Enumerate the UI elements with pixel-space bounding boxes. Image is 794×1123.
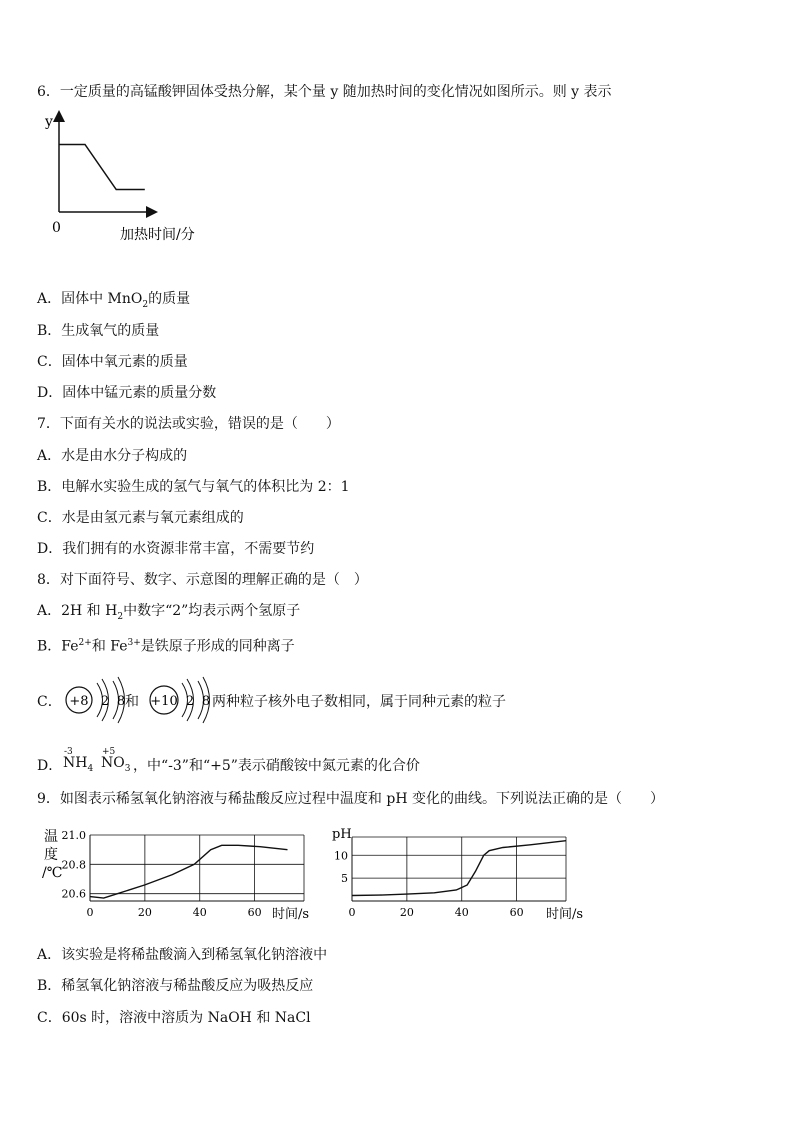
temp-ylabel-3: /℃ (42, 865, 63, 881)
q8-atom1-shell2: 8 (116, 694, 126, 709)
q8-atom2-charge: +10 (150, 694, 178, 709)
ph-ylabel: pH (332, 827, 352, 842)
q7-option-c: C．水是由氢元素与氧元素组成的 (37, 510, 244, 526)
q9-stem: 9．如图表示稀氢氧化钠溶液与稀盐酸反应过程中温度和 pH 变化的曲线。下列说法正确的是（ ） (37, 791, 664, 807)
q6-option-d: D．固体中锰元素的质量分数 (37, 385, 217, 401)
q6-y-label: y (45, 114, 53, 130)
temp-x-tick-label: 60 (247, 906, 262, 919)
q9-option-c: C．60s 时，溶液中溶质为 NaOH 和 NaCl (37, 1010, 311, 1026)
temp-y-tick-label: 20.6 (61, 887, 86, 901)
q8-atom1-shell1: 2 (100, 694, 110, 709)
q9-ph-chart (330, 825, 590, 925)
temp-curve (90, 845, 288, 898)
ph-curve (352, 841, 566, 896)
q8-atom-diagram-1 (62, 675, 132, 725)
q6-option-c: C．固体中氧元素的质量 (37, 354, 188, 370)
q6-x-label: 加热时间/分 (120, 227, 195, 243)
ph-y-tick-label: 5 (341, 872, 348, 886)
q8-option-c-label: C． (37, 694, 62, 710)
q8-and: 和 (125, 694, 139, 710)
q8-nh4-charge: -3 (64, 747, 73, 757)
temp-tick-labels (62, 829, 262, 919)
q9-option-b: B．稀氢氧化钠溶液与稀盐酸反应为吸热反应 (37, 978, 314, 994)
temp-y-tick-label: 21.0 (61, 829, 86, 842)
q8-option-d-label: D． (37, 758, 63, 774)
ph-y-tick-label: 10 (334, 849, 348, 863)
q8-no3: $NO_3$ (101, 755, 131, 774)
q9-option-a: A．该实验是将稀盐酸滴入到稀氢氧化钠溶液中 (37, 947, 328, 963)
q8-stem: 8．对下面符号、数字、示意图的理解正确的是（ ） (37, 572, 368, 588)
ph-x-tick-label: 40 (454, 906, 469, 919)
q6-curve (59, 145, 145, 190)
q8-atom1-charge: +8 (69, 694, 89, 709)
q8-atom2-shell1: 2 (185, 694, 195, 709)
temp-x-tick-label: 20 (137, 906, 152, 919)
q8-atom-diagram-2 (147, 675, 217, 725)
ph-tick-labels (334, 849, 524, 919)
q8-option-b: B．$Fe^{2+}$和 $Fe^{3+}$是铁原子形成的同种离子 (37, 638, 295, 655)
temp-ylabel-1: 温 (44, 829, 58, 845)
temp-grid (90, 835, 304, 901)
q8-option-c-text: 两种粒子核外电子数相同，属于同种元素的粒子 (212, 694, 506, 710)
ph-x-tick-label: 0 (348, 906, 356, 919)
q9-temperature-chart (40, 825, 310, 925)
q8-no3-charge: +5 (102, 747, 116, 757)
q6-graph (40, 110, 210, 245)
q6-origin: 0 (52, 220, 61, 236)
temp-ylabel-2: 度 (44, 847, 58, 863)
q6-stem: 6．一定质量的高锰酸钾固体受热分解，某个量 y 随加热时间的变化情况如图所示。则 y 表示 (37, 84, 612, 100)
q8-nh4: $NH_4$ (63, 755, 94, 774)
temp-x-tick-label: 0 (86, 906, 94, 919)
q6-option-a: A．固体中 MnO$_2$的质量 (37, 291, 191, 310)
ph-x-tick-label: 60 (509, 906, 524, 919)
q7-stem: 7．下面有关水的说法或实验，错误的是（ ） (37, 416, 340, 432)
q7-option-a: A．水是由水分子构成的 (37, 448, 188, 464)
temp-xlabel: 时间/s (272, 907, 310, 922)
ph-x-tick-label: 20 (399, 906, 414, 919)
ph-grid (352, 837, 566, 901)
temp-x-tick-label: 40 (192, 906, 207, 919)
q8-option-d-text: ，中“-3”和“+5”表示硝酸铵中氮元素的化合价 (133, 758, 420, 774)
q8-option-a: A．2H 和 $H_2$中数字“2”均表示两个氢原子 (37, 603, 301, 622)
q6-option-b: B．生成氧气的质量 (37, 323, 160, 339)
q7-option-b: B．电解水实验生成的氢气与氧气的体积比为 2：1 (37, 479, 350, 495)
ph-xlabel: 时间/s (546, 907, 584, 922)
q8-atom2-shell2: 8 (201, 694, 211, 709)
q7-option-d: D．我们拥有的水资源非常丰富，不需要节约 (37, 541, 315, 557)
temp-y-tick-label: 20.8 (61, 858, 86, 872)
